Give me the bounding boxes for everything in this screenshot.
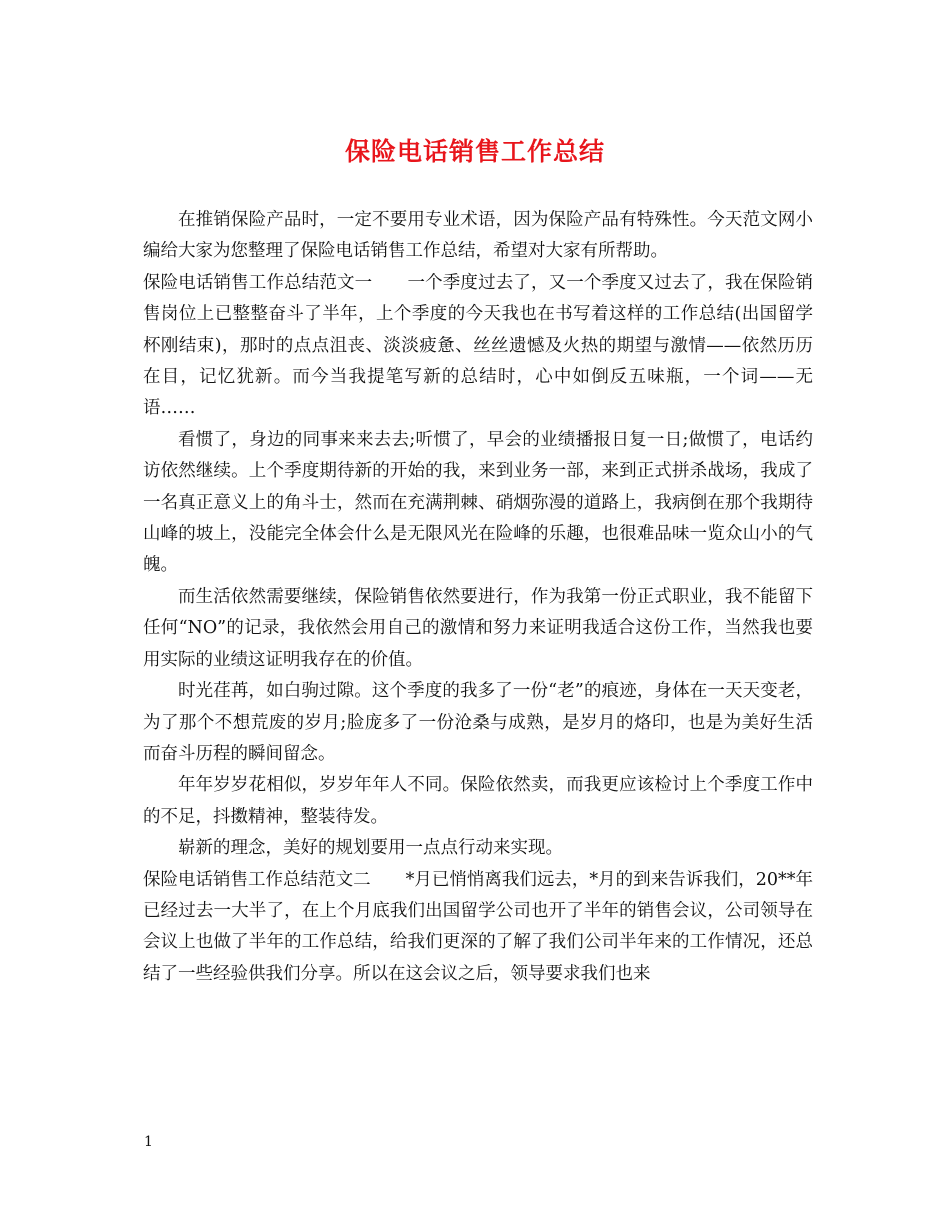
paragraph-2: 保险电话销售工作总结范文一 一个季度过去了，又一个季度又过去了，我在保险销售岗位上已整整奋斗了半年，上个季度的今天我也在书写着这样的工作总结(出国留学杯刚结束)，那时的点点沮丧、淡淡疲惫、丝丝遗憾及火热的期望与激情——依然历历在目，记忆犹新。而今当我提笔写新的总结时，心中如倒反五味瓶，一个词——无语…… (143, 272, 813, 419)
paragraph-1: 在推销保险产品时，一定不要用专业术语，因为保险产品有特殊性。今天范文网小编给大家为您整理了保险电话销售工作总结，希望对大家有所帮助。 (143, 210, 813, 262)
document-title: 保险电话销售工作总结 (344, 137, 605, 166)
paragraph-5: 时光荏苒，如白驹过隙。这个季度的我多了一份“老”的痕迹，身体在一天天变老，为了那个不想荒废的岁月;脸庞多了一份沧桑与成熟，是岁月的烙印，也是为美好生活而奋斗历程的瞬间留念。 (143, 681, 813, 764)
paragraph-3: 看惯了，身边的同事来来去去;听惯了，早会的业绩播报日复一日;做惯了，电话约访依然继续。上个季度期待新的开始的我，来到业务一部，来到正式拼杀战场，我成了一名真正意义上的角斗士，然而在充满荆棘、硝烟弥漫的道路上，我病倒在那个我期待山峰的坡上，没能完全体会什么是无限风光在险峰的乐趣，也很难品味一览众山小的气魄。 (143, 429, 813, 576)
paragraph-7: 崭新的理念，美好的规划要用一点点行动来实现。 (178, 838, 563, 859)
paragraph-4: 而生活依然需要继续，保险销售依然要进行，作为我第一份正式职业，我不能留下任何“NO”的记录，我依然会用自己的激情和努力来证明我适合这份工作，当然我也要用实际的业绩这证明我存在的价值。 (143, 586, 813, 670)
document-body (143, 205, 813, 990)
paragraph-6: 年年岁岁花相似，岁岁年年人不同。保险依然卖，而我更应该检讨上个季度工作中的不足，抖擞精神，整装待发。 (143, 775, 813, 827)
paragraph-8: 保险电话销售工作总结范文二 *月已悄悄离我们远去，*月的到来告诉我们，20**年已经过去一大半了，在上个月底我们出国留学公司也开了半年的销售会议，公司领导在会议上也做了半年的工作总结，给我们更深的了解了我们公司半年来的工作情况，还总结了一些经验供我们分享。所以在这会议之后，领导要求我们也来 (143, 869, 813, 984)
page-number: 1 (144, 1134, 153, 1150)
